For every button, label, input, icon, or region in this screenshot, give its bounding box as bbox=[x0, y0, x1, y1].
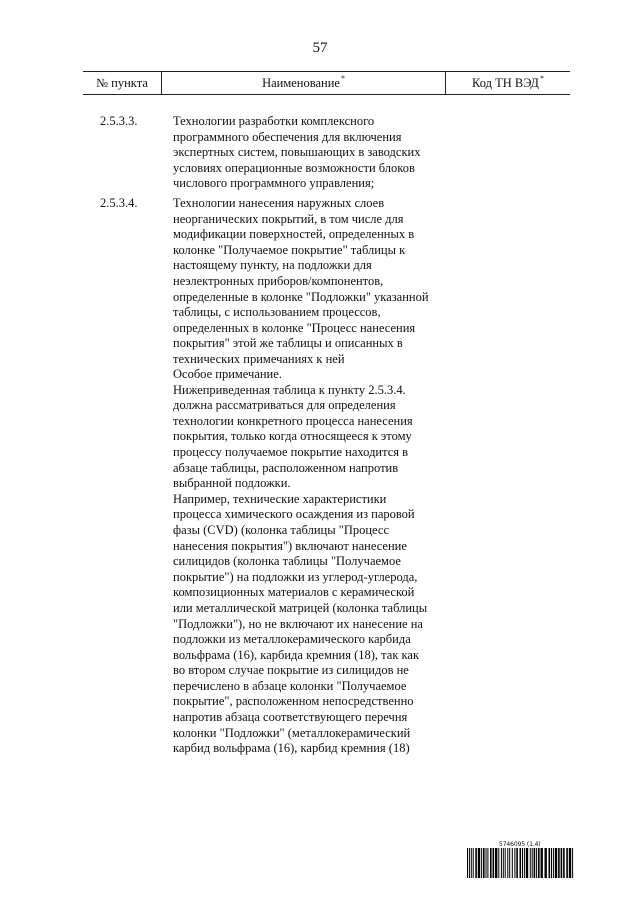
text-line: покрытия" этой же таблицы и описанных в bbox=[173, 336, 403, 351]
note-heading: Особое примечание. bbox=[173, 367, 282, 381]
text-line: "Подложки"), но не включают их нанесение на bbox=[173, 616, 423, 631]
text-line: программного обеспечения для включения bbox=[173, 129, 402, 144]
text-line: процессу получаемое покрытие находится в bbox=[173, 444, 409, 459]
text-line: Нижеприведенная таблица к пункту 2.5.3.4. bbox=[173, 382, 406, 397]
text-line: карбид вольфрама (16), карбид кремния (18) bbox=[173, 741, 410, 756]
text-line: таблицы, с использованием процессов, bbox=[173, 305, 381, 320]
text-line: неэлектронных приборов/компонентов, bbox=[173, 273, 384, 288]
text-line: покрытие") на подложки из углерод-углерода, bbox=[173, 569, 418, 584]
text-line: экспертных систем, повышающих в заводских bbox=[173, 145, 421, 160]
text-line: колонки "Подложки" (металлокерамический bbox=[173, 725, 411, 740]
note-text bbox=[173, 367, 473, 757]
text-line: или металлической матрицей (колонка таблицы bbox=[173, 600, 428, 615]
entry-text bbox=[173, 196, 473, 368]
text-line: покрытия, только когда относящееся к этому bbox=[173, 429, 412, 444]
entry-number: 2.5.3.4. bbox=[100, 196, 138, 210]
text-line: неорганических покрытий, в том числе для bbox=[173, 211, 404, 226]
header-name-label: Наименование bbox=[262, 75, 340, 90]
text-line: подложки из металлокерамического карбида bbox=[173, 632, 411, 647]
text-line: должна рассматриваться для определения bbox=[173, 398, 396, 413]
text-line: условиях операционные возможности блоков bbox=[173, 160, 415, 175]
header-tn-ved-code bbox=[446, 72, 570, 94]
text-line: определенные в колонке "Подложки" указанной bbox=[173, 289, 429, 304]
text-line: абзаце таблицы, расположенном напротив bbox=[173, 460, 399, 475]
text-line: технических примечаниях к ней bbox=[173, 351, 345, 366]
table-header bbox=[83, 71, 570, 95]
header-name bbox=[161, 72, 446, 94]
barcode-caption: 5746095 (1.4) bbox=[499, 841, 541, 848]
header-code-label: Код ТН ВЭД bbox=[472, 75, 539, 90]
text-line: во втором случае покрытие из силицидов не bbox=[173, 663, 409, 678]
footnote-mark: * bbox=[340, 74, 345, 83]
text-line: технологии конкретного процесса нанесения bbox=[173, 413, 413, 428]
footnote-mark: * bbox=[539, 74, 544, 83]
text-line: выбранной подложки. bbox=[173, 476, 291, 491]
entry-number: 2.5.3.3. bbox=[100, 114, 138, 128]
text-line: модификации поверхностей, определенных в bbox=[173, 227, 415, 242]
text-line: фазы (CVD) (колонка таблицы "Процесс bbox=[173, 522, 389, 537]
page-number: 57 bbox=[312, 40, 328, 56]
header-item-number bbox=[83, 72, 161, 94]
text-line: перечислено в абзаце колонки "Получаемое bbox=[173, 678, 407, 693]
text-line: напротив абзаца соответствующего перечня bbox=[173, 710, 408, 725]
text-line: числового программного управления; bbox=[173, 176, 375, 191]
text-line: силицидов (колонка таблицы "Получаемое bbox=[173, 554, 401, 569]
text-line: нанесения покрытия") включают нанесение bbox=[173, 538, 407, 553]
entry-text bbox=[173, 114, 473, 192]
text-line: вольфрама (16), карбида кремния (18), так как bbox=[173, 647, 420, 662]
text-line: Например, технические характеристики bbox=[173, 491, 387, 506]
text-line: Технологии нанесения наружных слоев bbox=[173, 196, 385, 210]
text-line: композиционных материалов с керамической bbox=[173, 585, 415, 600]
text-line: настоящему пункту, на подложки для bbox=[173, 258, 372, 273]
text-line: колонке "Получаемое покрытие" таблицы к bbox=[173, 242, 406, 257]
text-line: определенных в колонке "Процесс нанесения bbox=[173, 320, 416, 335]
text-line: покрытие", расположенном непосредственно bbox=[173, 694, 414, 709]
text-line: процесса химического осаждения из паровой bbox=[173, 507, 415, 522]
header-item-number-label: № пункта bbox=[96, 75, 148, 90]
text-line: Технологии разработки комплексного bbox=[173, 114, 375, 128]
barcode-image bbox=[467, 848, 575, 878]
